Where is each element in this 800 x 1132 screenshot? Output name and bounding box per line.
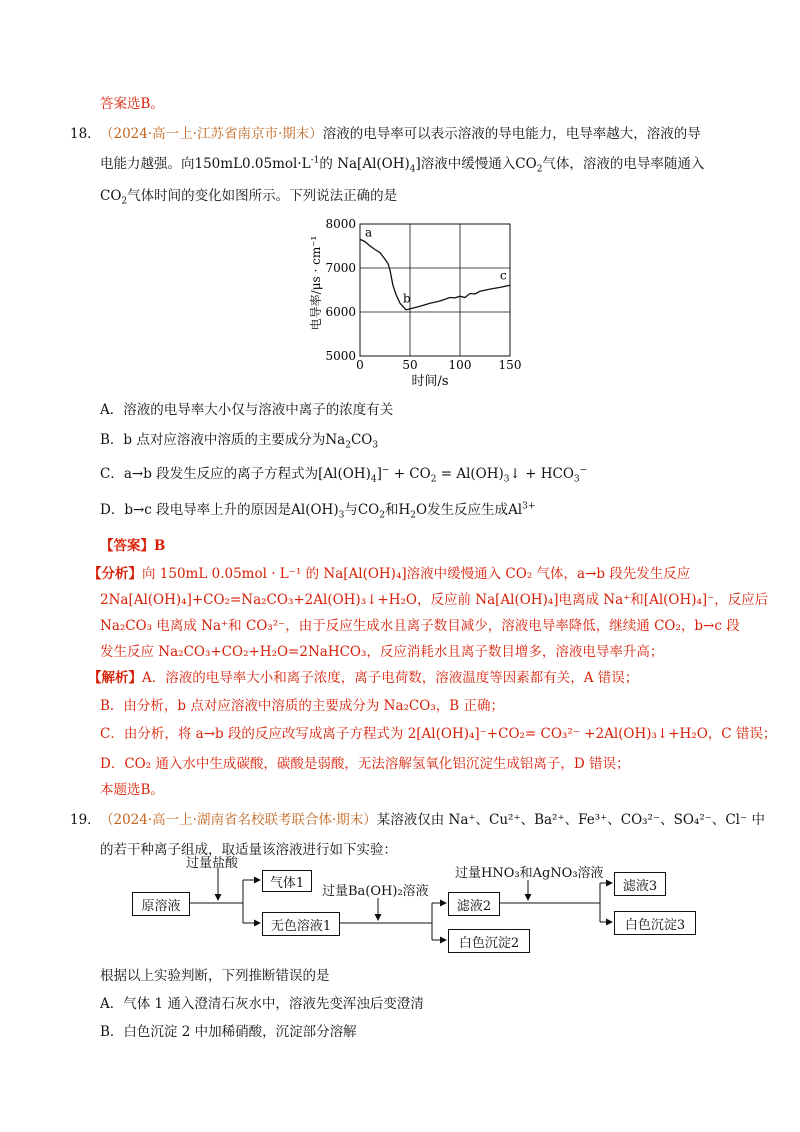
reagent-hcl: 过量盐酸 [186, 856, 239, 871]
d-f3-sub: 2 [410, 510, 416, 521]
q18-analysis-l2: 2Na[Al(OH)₄]+CO₂=Na₂CO₃+2Al(OH)₃↓+H₂O，反应前 Na[Al(OH)₄]电离成 Na⁺和[Al(OH)₄]⁻，反应后 [100, 592, 769, 608]
q18-analysis-l3: Na₂CO₃ 电离成 Na⁺和 CO₃²⁻，由于反应生成水且离子数目减少，溶液电导率降低，继续通 CO₂，b→c 段 [100, 618, 740, 634]
analysis-l1-text: 向 150mL 0.05mol · L⁻¹ 的 Na[Al(OH)₄]溶液中缓慢通入 CO₂ 气体，a→b 段先发生反应 [142, 566, 691, 582]
y-axis-label: 电导率/μs · cm⁻¹ [309, 235, 323, 331]
solution-a-text: A．溶液的电导率大小和离子浓度，离子电荷数，溶液温度等因素都有关，A 错误； [142, 670, 639, 686]
d-ion-sup: 3+ [522, 501, 536, 512]
point-label-a: a [365, 225, 373, 240]
q19-stem-b: 中 [751, 812, 765, 828]
c-eq2-sub: 2 [430, 474, 437, 485]
y-tick-label: 6000 [325, 305, 356, 319]
q18-analysis-l4: 发生反应 Na₂CO₃+CO₂+H₂O=2NaHCO₃，反应消耗水且离子数目增多，溶液电导率升高； [100, 644, 664, 660]
q19-number: 19． [70, 812, 101, 828]
q18-stem3b: 气体时间的变化如图所示。下列说法正确的是 [127, 188, 398, 204]
y-tick-label: 8000 [325, 217, 356, 231]
box-gas1: 气体1 [262, 870, 312, 892]
reagent-baoh2: 过量Ba(OH)₂溶液 [322, 884, 429, 899]
q18-option-a: A．溶液的电导率大小仅与溶液中离子的浓度有关 [100, 402, 394, 418]
x-tick-label: 50 [402, 358, 418, 372]
c-eq3: = Al(OH) [436, 466, 504, 482]
box-white-precipitate2: 白色沉淀2 [448, 929, 530, 953]
q18-answer: 【答案】B [100, 538, 166, 554]
box-filtrate3: 滤液3 [614, 872, 666, 896]
d-f3: H [398, 502, 411, 518]
point-label-b: b [403, 291, 411, 306]
q18-conc-sup: -1 [310, 155, 320, 166]
d-f3-end: O [415, 502, 428, 518]
c-eq1: [Al(OH) [318, 466, 371, 482]
c-eq2: + CO [389, 466, 431, 482]
d-ion: Al [508, 502, 523, 518]
x-tick-label: 100 [448, 358, 472, 372]
q18-stem2e-sub: 2 [536, 164, 543, 175]
q18-formula: Na[Al(OH) [337, 156, 410, 172]
point-label-c: c [500, 268, 507, 283]
x-axis-label: 时间/s [411, 374, 449, 388]
reagent-hno3-agno3: 过量HNO₃和AgNO₃溶液 [455, 866, 604, 881]
q18-option-b-text: B．b 点对应溶液中溶质的主要成分为 [100, 432, 326, 448]
q18-number: 18． [70, 126, 101, 142]
c-eq4-sup: − [579, 465, 588, 476]
d-mid1: 与 [344, 502, 358, 518]
q19-stem-line2: 的若干种离子组成，取适量该溶液进行如下实验： [100, 842, 397, 858]
q18-stem1: 溶液的电导率可以表示溶液的导电能力，电导率越大，溶液的导 [322, 126, 701, 142]
q18-stem2c: 的 [319, 156, 333, 172]
analysis-tag: 【分析】 [88, 566, 142, 582]
x-tick-label: 0 [356, 358, 364, 372]
q18-final: 本题选B。 [100, 782, 164, 798]
q18-stem2a: 电能力越强。向 [100, 156, 195, 172]
q19-option-a: A．气体 1 通入澄清石灰水中，溶液先变浑浊后变澄清 [100, 996, 424, 1012]
box-colorless-solution1: 无色溶液1 [262, 912, 340, 936]
q18-co2: CO [100, 188, 122, 204]
q18-source: （2024·高一上·江苏省南京市·期末） [100, 126, 323, 142]
d-f1: Al(OH) [291, 502, 339, 518]
q18-stem2f: 气体，溶液的电导率随通入 [542, 156, 705, 172]
prev-answer: 答案选B。 [100, 96, 164, 112]
q18-solution-d: D．CO₂ 通入水中生成碳酸，碳酸是弱酸，无法溶解氢氧化铝沉淀生成铝离子，D 错误； [100, 756, 630, 772]
solution-tag: 【解析】 [88, 670, 142, 686]
q19-ions: Na⁺、Cu²⁺、Ba²⁺、Fe³⁺、CO₃²⁻、SO₄²⁻、Cl⁻ [448, 812, 748, 828]
q19-stem-a: 某溶液仅由 [376, 812, 445, 828]
c-eq1-sub: 4 [370, 474, 377, 485]
c-eq3-sub: 3 [503, 474, 510, 485]
q18-stem2e: 溶液中缓慢通入CO [420, 156, 537, 172]
q18-option-c-text: C．a→b 段发生反应的离子方程式为 [100, 466, 319, 482]
q19-source: （2024·高一上·湖南省名校联考联合体·期末） [100, 812, 377, 828]
box-white-precipitate3: 白色沉淀3 [614, 911, 696, 935]
q18-formula-end: ] [415, 156, 421, 172]
d-f2: CO [357, 502, 380, 518]
q18-solution-b: B．由分析，b 点对应溶液中溶质的主要成分为 Na₂CO₃，B 正确； [100, 698, 504, 714]
q18-conc: 150mL0.05mol·L [194, 156, 311, 172]
y-tick-label: 7000 [325, 261, 356, 275]
b-na: Na [325, 432, 346, 448]
b-na-sub: 2 [345, 440, 351, 451]
b-co-sub: 3 [372, 440, 379, 451]
b-co: CO [350, 432, 373, 448]
q18-co2-sub: 2 [121, 196, 128, 207]
q19-question: 根据以上实验判断，下列推断错误的是 [100, 968, 330, 984]
c-eq1-end: ] [376, 466, 382, 482]
c-eq4-sub: 3 [573, 474, 580, 485]
q19-option-b: B．白色沉淀 2 中加稀硝酸，沉淀部分溶解 [100, 1024, 357, 1040]
box-original-solution: 原溶液 [132, 892, 190, 916]
x-tick-label: 150 [498, 358, 522, 372]
y-tick-label: 5000 [325, 349, 356, 363]
q18-solution-c: C．由分析，将 a→b 段的反应改写成离子方程式为 2[Al(OH)₄]⁻+CO₂= CO₃²⁻ +2Al(OH)₃↓+H₂O，C 错误； [100, 726, 777, 742]
d-end: 发生反应生成 [427, 502, 509, 518]
d-f1-sub: 3 [338, 510, 345, 521]
box-filtrate2: 滤液2 [448, 892, 500, 916]
d-f2-sub: 2 [379, 510, 385, 521]
c-eq1-sup: − [381, 465, 390, 476]
q18-option-d-text: D．b→c 段电导率上升的原因是 [100, 502, 292, 518]
c-eq4: ↓ + HCO [509, 466, 574, 482]
q18-formula-sub: 4 [409, 164, 416, 175]
d-mid2: 和 [384, 502, 399, 518]
